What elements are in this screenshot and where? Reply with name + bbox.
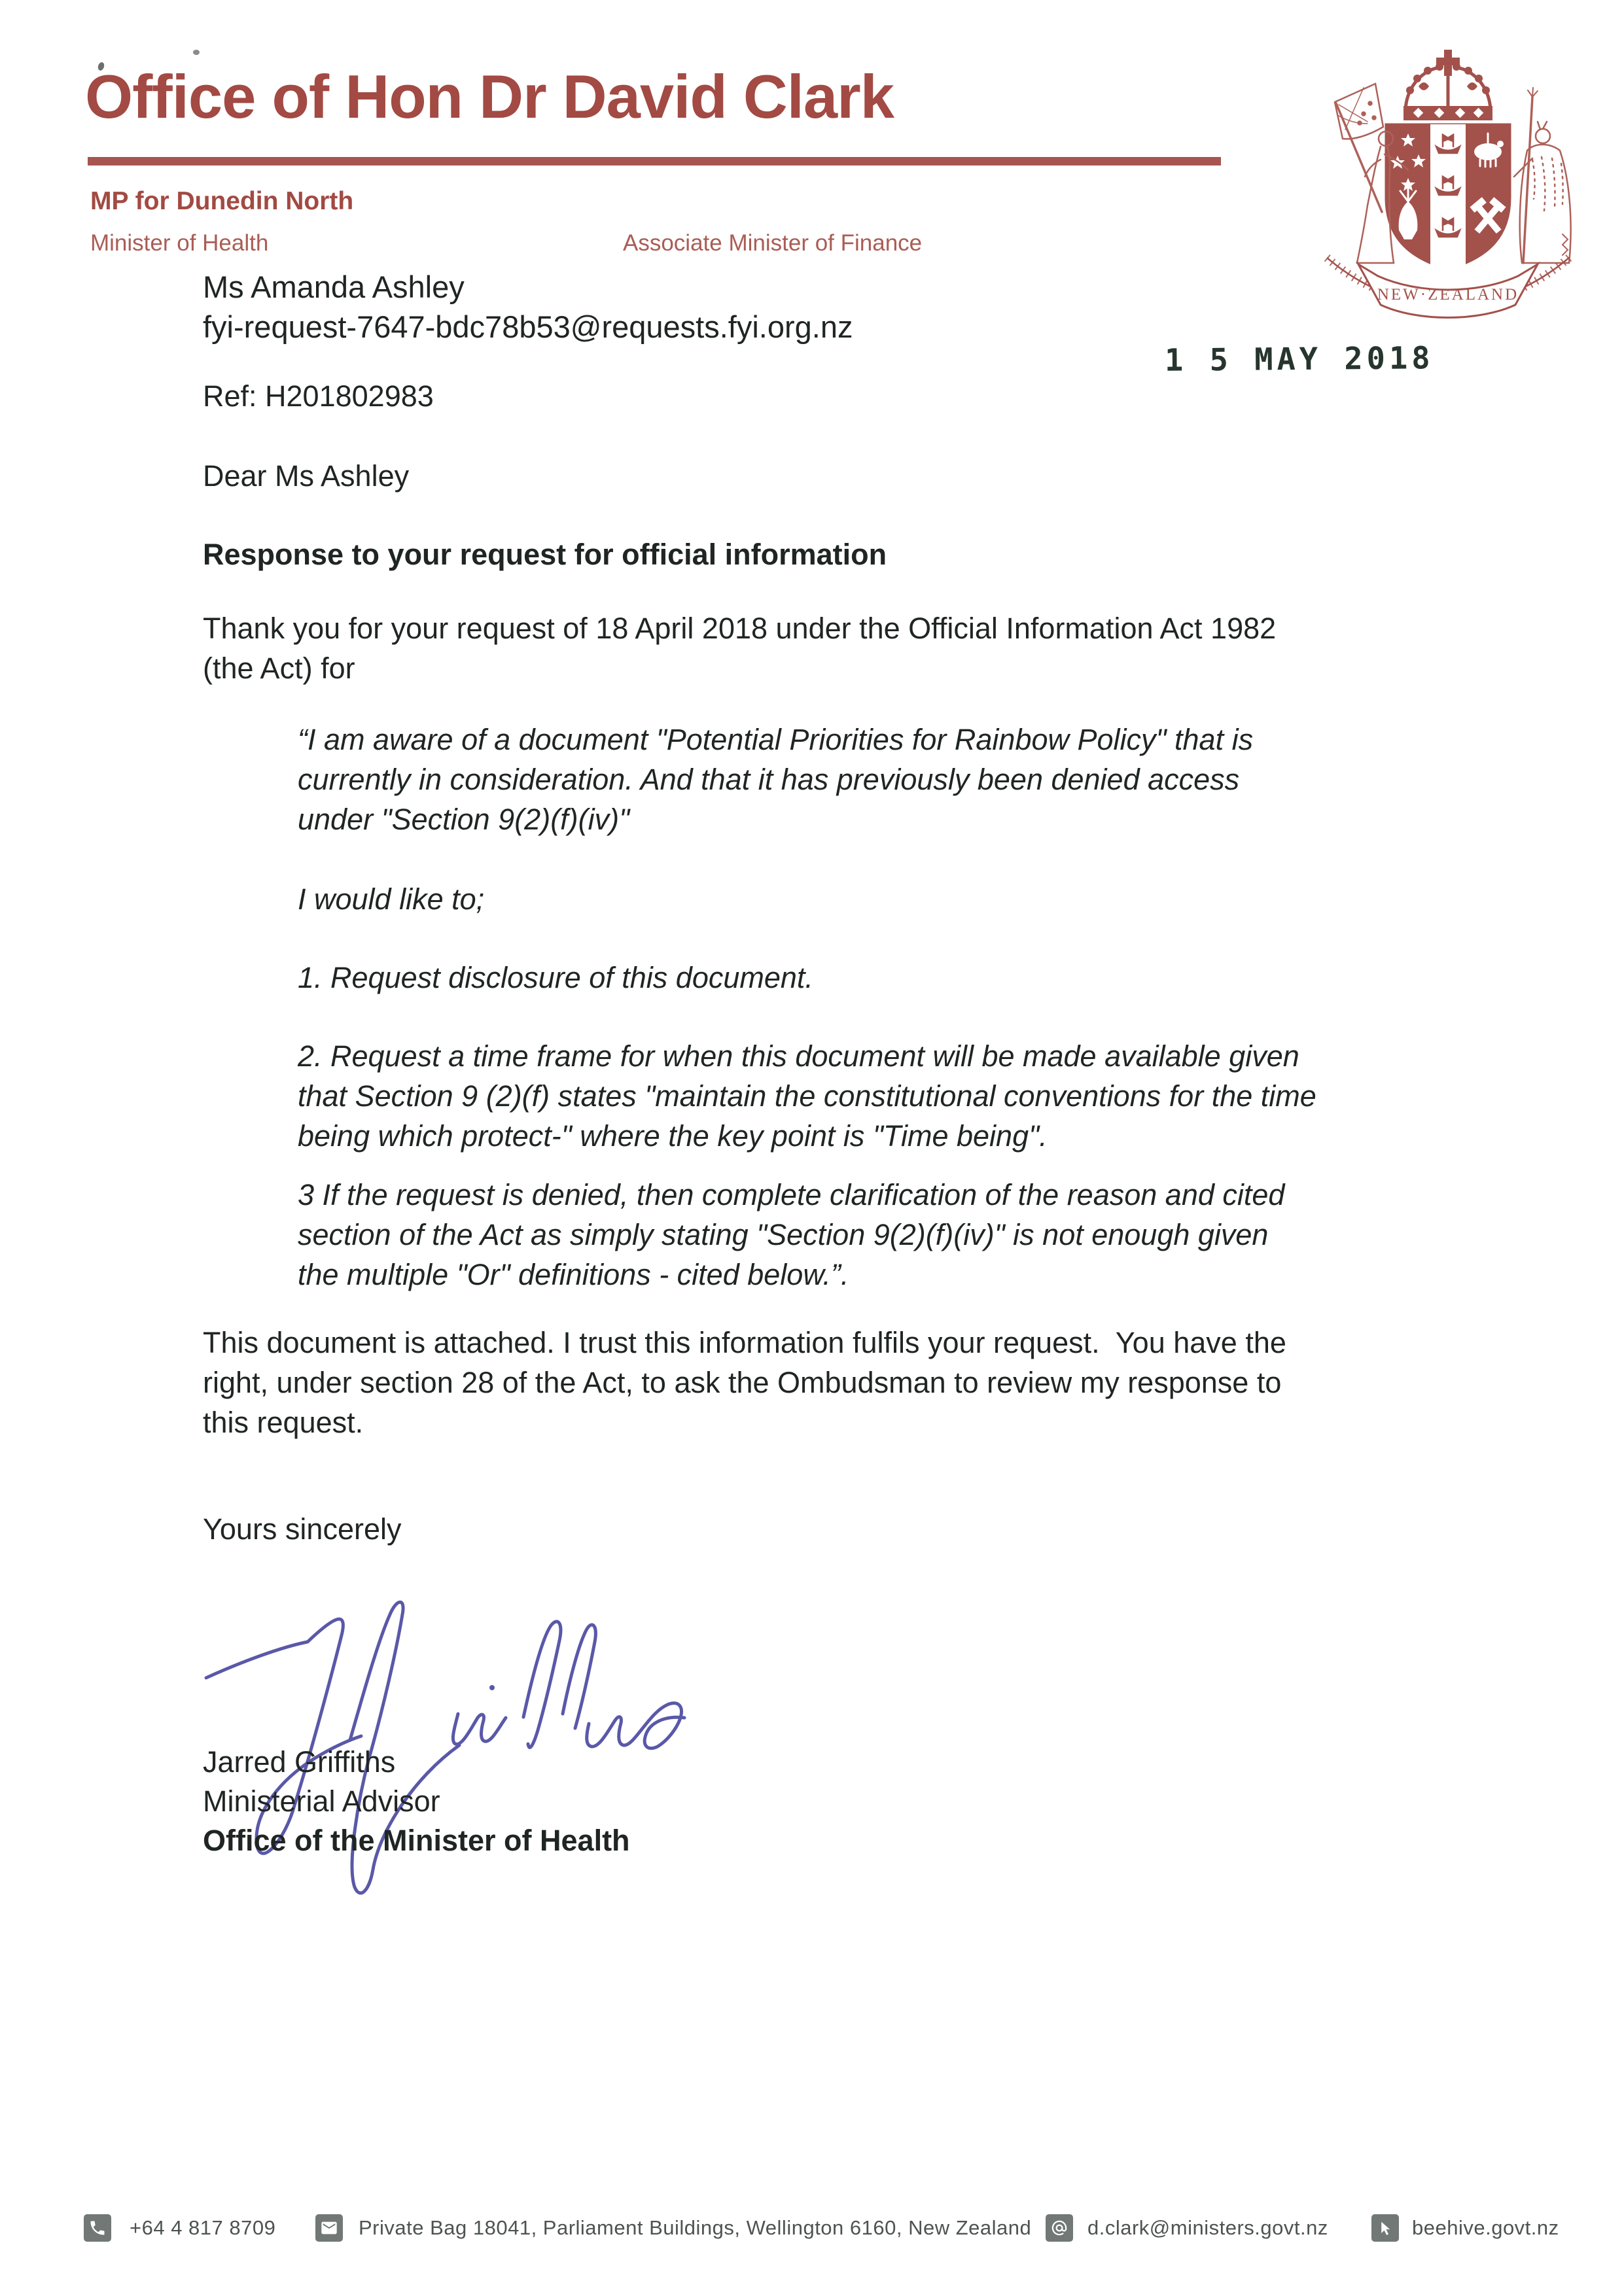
body-line: this request.	[203, 1406, 364, 1439]
body-line: that Section 9 (2)(f) states "maintain the constitutional conventions for the time	[298, 1079, 1316, 1113]
signatory-name: Jarred Griffiths	[203, 1745, 396, 1779]
quote-item-1	[298, 958, 813, 998]
at-icon	[1046, 2214, 1073, 2242]
signatory-office: Office of the Minister of Health	[203, 1824, 630, 1857]
nz-crest-logo	[1302, 41, 1593, 338]
body-line: the multiple "Or" definitions - cited below.”.	[298, 1258, 849, 1291]
body-line: “I am aware of a document "Potential Priorities for Rainbow Policy" that is	[298, 723, 1254, 756]
quote-item-3	[298, 1175, 1284, 1295]
body-line: 1. Request disclosure of this document.	[298, 961, 813, 994]
quoted-request-paragraph	[298, 720, 1253, 839]
valediction: Yours sincerely	[203, 1512, 402, 1546]
intro-paragraph	[203, 608, 1276, 688]
footer-website: beehive.govt.nz	[1412, 2216, 1559, 2239]
body-line: 3 If the request is denied, then complete clarification of the reason and cited	[298, 1178, 1285, 1211]
cursor-icon	[1371, 2214, 1399, 2242]
footer-address: Private Bag 18041, Parliament Buildings, Wellington 6160, New Zealand	[359, 2216, 1032, 2239]
crest-banner-text: NEW·ZEALAND	[1377, 286, 1519, 304]
quote-item-2	[298, 1036, 1316, 1156]
body-line: Thank you for your request of 18 April 2018 under the Official Information Act 1982	[203, 612, 1277, 645]
body-line: under "Section 9(2)(f)(iv)"	[298, 803, 630, 836]
body-line: section of the Act as simply stating "Section 9(2)(f)(iv)" is not enough given	[298, 1218, 1269, 1251]
closing-paragraph	[203, 1323, 1286, 1442]
recipient-name: Ms Amanda Ashley	[203, 270, 465, 304]
body-line: 2. Request a time frame for when this document will be made available given	[298, 1039, 1299, 1073]
reference-number: Ref: H201802983	[203, 379, 434, 413]
quote-lead	[298, 879, 484, 919]
scan-speck	[193, 50, 200, 55]
body-line: I would like to;	[298, 882, 485, 916]
footer-phone: +64 4 817 8709	[130, 2216, 276, 2239]
salutation: Dear Ms Ashley	[203, 459, 410, 493]
letterhead-title: Office of Hon Dr David Clark	[85, 62, 894, 131]
signatory-role: Ministerial Advisor	[203, 1784, 440, 1818]
subject-line: Response to your request for official information	[203, 538, 887, 571]
body-line: This document is attached. I trust this information fulfils your request. You have the	[203, 1326, 1286, 1359]
phone-icon	[84, 2214, 111, 2242]
letterhead-rule	[88, 157, 1221, 165]
envelope-icon	[315, 2214, 343, 2242]
recipient-block	[203, 267, 853, 347]
body-line: currently in consideration. And that it has previously been denied access	[298, 763, 1240, 796]
body-line: being which protect-" where the key point is "Time being".	[298, 1119, 1048, 1153]
signoff-block	[203, 1743, 630, 1860]
body-line: (the Act) for	[203, 652, 355, 685]
role-minister-of-health: Minister of Health	[90, 230, 269, 256]
date-stamp: 1 5 MAY 2018	[1164, 340, 1434, 379]
body-line: right, under section 28 of the Act, to ask the Ombudsman to review my response to	[203, 1366, 1282, 1399]
letterhead-subtitle: MP for Dunedin North	[90, 187, 354, 215]
role-associate-minister-finance: Associate Minister of Finance	[623, 230, 923, 256]
footer-email: d.clark@ministers.govt.nz	[1087, 2216, 1328, 2239]
recipient-email: fyi-request-7647-bdc78b53@requests.fyi.org.nz	[203, 309, 853, 344]
